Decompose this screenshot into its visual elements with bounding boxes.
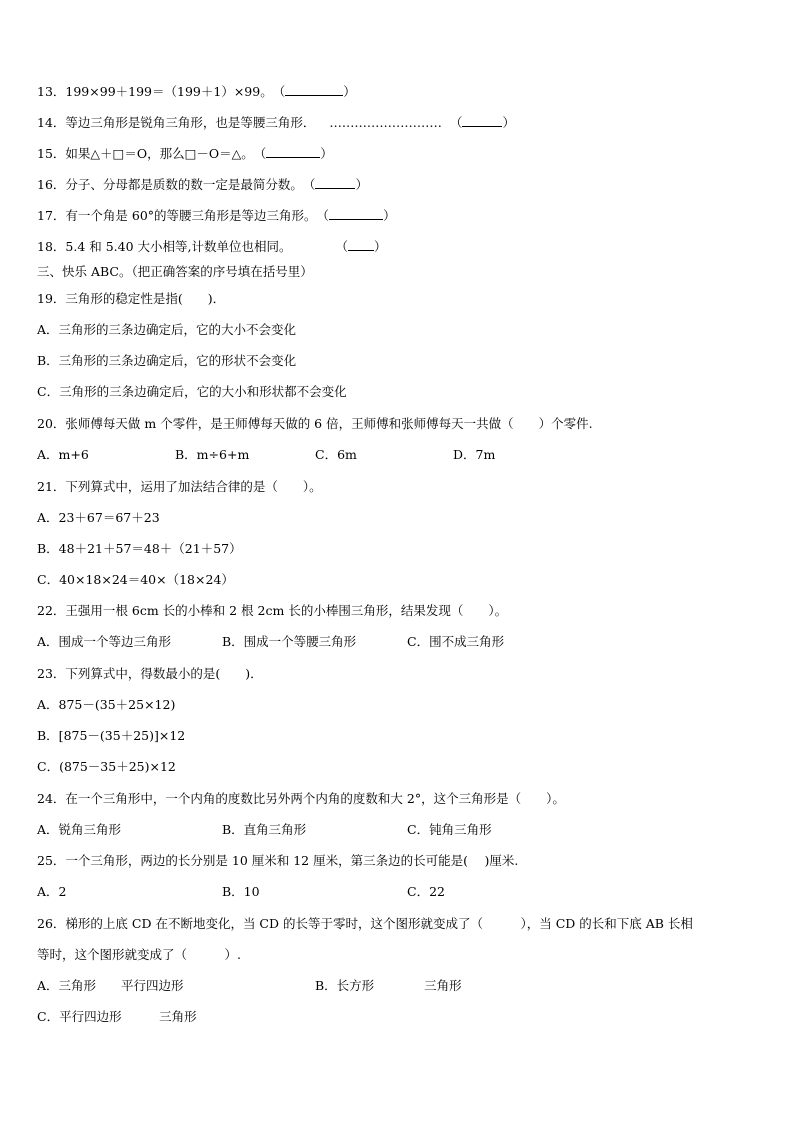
question-14: 14．等边三角形是锐角三角形，也是等腰三角形． ……………………… （ ）: [37, 115, 515, 130]
question-20: 20．张师傅每天做 m 个零件，是王师傅每天做的 6 倍，王师傅和张师傅每天一共做（ ）个零件.: [37, 416, 593, 431]
answer-blank[interactable]: [329, 208, 383, 220]
answer-paren-open: （: [272, 84, 286, 99]
question-16: 16．分子、分母都是质数的数一定是最简分数。（ ）: [37, 177, 368, 192]
question-24: 24．在一个三角形中，一个内角的度数比另外两个内角的度数和大 2°，这个三角形是（ ）。: [37, 791, 565, 806]
option-b[interactable]: B．三角形的三条边确定后，它的形状不会变化: [37, 353, 297, 368]
answer-blank[interactable]: [315, 177, 355, 189]
option-b[interactable]: B．48＋21＋57＝48＋（21＋57）: [37, 541, 242, 556]
option-b[interactable]: B．m÷6+m: [175, 447, 250, 462]
option-c[interactable]: C．三角形的三条边确定后，它的大小和形状都不会变化: [37, 384, 347, 399]
option-b[interactable]: B．直角三角形: [222, 822, 307, 837]
question-21: 21．下列算式中，运用了加法结合律的是（ ）。: [37, 479, 322, 494]
question-22: 22．王强用一根 6cm 长的小棒和 2 根 2cm 长的小棒围三角形，结果发现（ ）。: [37, 603, 508, 618]
option-a[interactable]: A．23＋67＝67＋23: [37, 510, 160, 525]
option-b[interactable]: B．围成一个等腰三角形: [222, 634, 357, 649]
option-c[interactable]: C．围不成三角形: [407, 634, 505, 649]
option-c[interactable]: C．平行四边形 三角形: [37, 1009, 197, 1024]
option-b[interactable]: B．10: [222, 884, 260, 899]
question-26-continued: 等时，这个图形就变成了（ ）.: [37, 947, 241, 962]
option-a[interactable]: A．m+6: [37, 447, 89, 462]
answer-paren-close: ）: [343, 84, 356, 99]
option-c[interactable]: C．(875－35＋25)×12: [37, 759, 176, 774]
option-a[interactable]: A．875－(35＋25×12): [37, 697, 176, 712]
option-b[interactable]: B．长方形 三角形: [315, 978, 462, 993]
question-19: 19．三角形的稳定性是指( )．: [37, 291, 226, 306]
option-a[interactable]: A．围成一个等边三角形: [37, 634, 172, 649]
option-c[interactable]: C．40×18×24＝40×（18×24）: [37, 572, 234, 587]
answer-blank[interactable]: [462, 115, 502, 127]
option-c[interactable]: C．22: [407, 884, 445, 899]
option-a[interactable]: A．锐角三角形: [37, 822, 122, 837]
question-25: 25．一个三角形，两边的长分别是 10 厘米和 12 厘米，第三条边的长可能是( )厘米.: [37, 853, 519, 868]
question-13: 13．199×99＋199＝（199＋1）×99。（ ）: [37, 84, 356, 99]
answer-blank[interactable]: [348, 239, 374, 251]
option-c[interactable]: C．6m: [315, 447, 357, 462]
question-23: 23．下列算式中，得数最小的是( )．: [37, 666, 263, 681]
option-b[interactable]: B．[875－(35＋25)]×12: [37, 728, 186, 743]
question-18: 18．5.4 和 5.40 大小相等,计数单位也相同。 （ ）: [37, 239, 387, 254]
section-heading: 三、快乐 ABC。（把正确答案的序号填在括号里）: [37, 264, 313, 279]
answer-blank[interactable]: [285, 84, 343, 96]
question-17: 17．有一个角是 60°的等腰三角形是等边三角形。（ ）: [37, 208, 396, 223]
answer-blank[interactable]: [266, 146, 320, 158]
question-15: 15．如果△＋□＝O，那么□－O＝△。（ ）: [37, 146, 333, 161]
question-26: 26．梯形的上底 CD 在不断地变化，当 CD 的长等于零时，这个图形就变成了（ ），当 CD 的长和下底 AB 长相: [37, 916, 693, 931]
option-a[interactable]: A．三角形 平行四边形: [37, 978, 184, 993]
option-d[interactable]: D．7m: [453, 447, 496, 462]
option-a[interactable]: A．三角形的三条边确定后，它的大小不会变化: [37, 322, 297, 337]
option-c[interactable]: C．钝角三角形: [407, 822, 492, 837]
option-a[interactable]: A．2: [37, 884, 67, 899]
